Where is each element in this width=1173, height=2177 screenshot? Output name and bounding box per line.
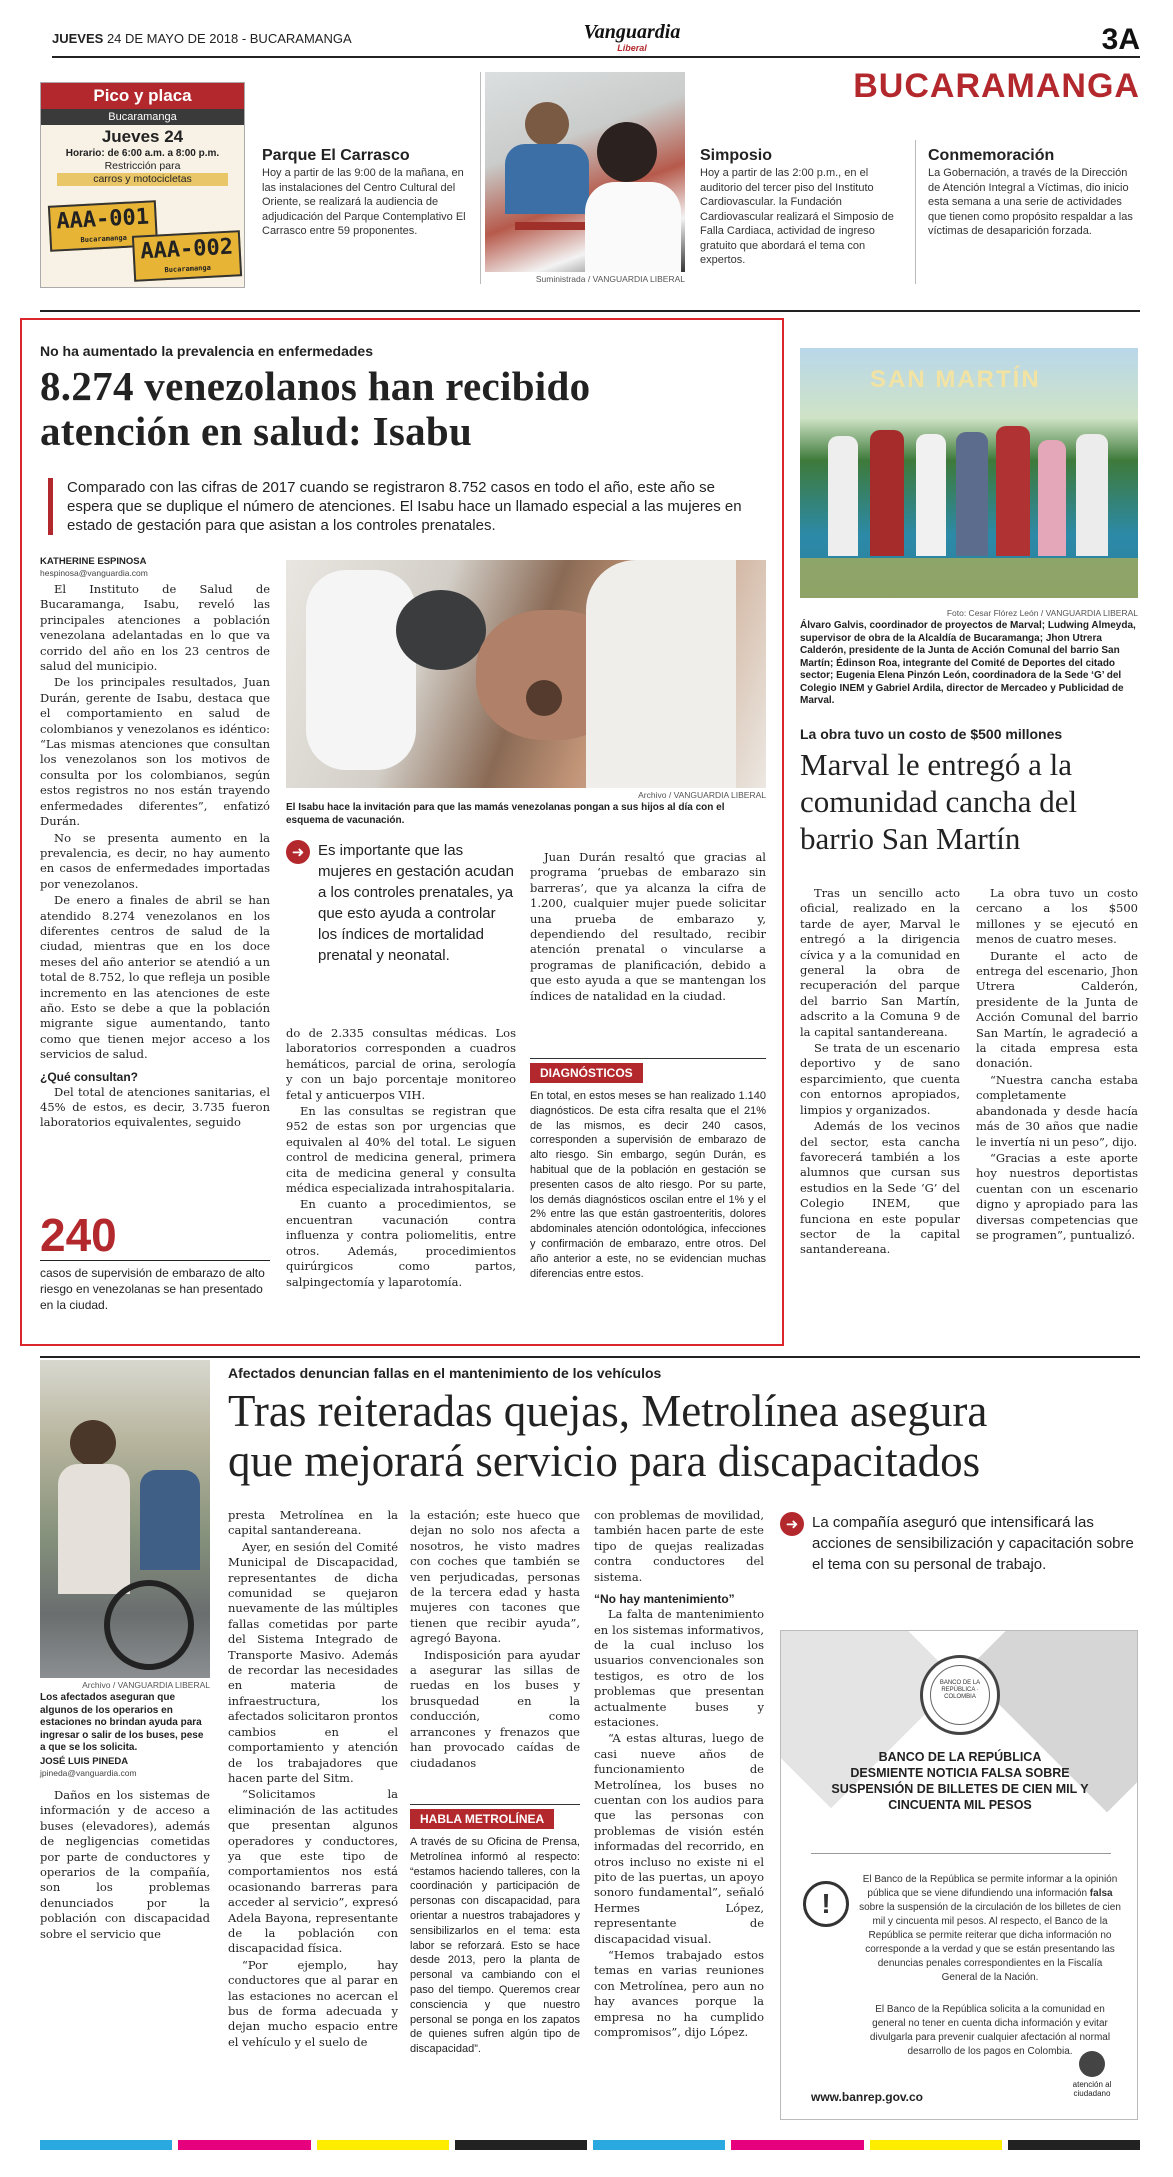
photo-detail [526, 680, 562, 716]
paragraph: Durante el acto de entrega del escenario, Jhon Utrera Calderón, presidente de la Junta de Acción Comunal del barrio San Martín, le agradeció a la citada empresa esta donación. [976, 948, 1138, 1071]
photo-san-martin-court [800, 348, 1138, 598]
metro-headline-line-2: que mejorará servicio para discapacitados [228, 1436, 981, 1486]
header-dateline: JUEVES 24 DE MAYO DE 2018 - BUCARAMANGA [52, 31, 352, 46]
photo-figure [306, 570, 416, 770]
marval-headline: Marval le entregó a la comunidad cancha del barrio San Martín [800, 747, 1078, 856]
logo-subtext: Liberal [617, 43, 647, 53]
divider [480, 72, 481, 284]
paragraph: “Nuestra cancha estaba completamente abandonada y desde hacía más de 30 años que nadie le invertía ni un peso”, dijo. [976, 1072, 1138, 1149]
habla-metrolinea-box [410, 1804, 580, 2057]
main-kicker: No ha aumentado la prevalencia en enfermedades [40, 343, 374, 359]
metro-subhead: “No hay mantenimiento” [594, 1592, 735, 1607]
color-swatch [455, 2140, 587, 2150]
header-rule [52, 56, 1140, 58]
photo-figure [396, 590, 486, 670]
photo-detail [800, 558, 1138, 598]
metro-col-1 [228, 1508, 398, 2051]
header-day: JUEVES [52, 31, 104, 46]
section-title: BUCARAMANGA [853, 67, 1140, 105]
paragraph: Se trata de un escenario deportivo y de sano esparcimiento, que cuenta con entornos apropiados, limpios y organizados. [800, 1041, 960, 1117]
photo-figure [870, 430, 904, 556]
photo-figure [70, 1420, 116, 1466]
marval-col-1 [800, 886, 960, 1259]
photo-figure [597, 122, 657, 182]
color-swatch [731, 2140, 863, 2150]
big-number-box [40, 1209, 270, 1313]
habla-metrolinea-text: A través de su Oficina de Prensa, Metrolínea informó al respecto: “estamos haciendo talleres, con la coordinación y participación de personas con discapacidad, para orientar a nuestros trabajadores y sensibilizarlos en el tema: esta labor se reforzará. Esto se hace desde 2013, pero la planta de personal va cambiando con el paso del tiempo. Queremos crear consciencia y que nuestro personal se ponga en los zapatos de quienes sufren algún tipo de discapacidad”. [410, 1836, 580, 2056]
pull-quote-text: Es importante que las mujeres en gestación acudan a los controles prenatales, ya que esto ayuda a controlar los índices de mortalidad prenatal y neonatal. [318, 842, 514, 964]
photo-figure [1076, 434, 1108, 556]
page-header [52, 20, 1140, 56]
main-headline-line-2: atención en salud: Isabu [40, 408, 473, 454]
court-sign: SAN MARTÍN [870, 366, 1041, 393]
metro-col-3 [594, 1508, 764, 2041]
metro-pull-quote [780, 1512, 1138, 1575]
photo-figure [58, 1464, 130, 1594]
main-email: hespinosa@vanguardia.com [40, 568, 148, 578]
pull-quote-text: La compañía aseguró que intensificará las acciones de sensibilización y capacitación sobre el tema con su personal de trabajo. [812, 1514, 1134, 1573]
metro-photo-credit: Archivo / VANGUARDIA LIBERAL [82, 1680, 210, 1690]
main-subhead: ¿Qué consultan? [40, 1069, 139, 1084]
brief-title: Simposio [700, 147, 773, 164]
paragraph: Ayer, en sesión del Comité Municipal de Discapacidad, representantes de dicha comunidad se quejaron nuevamente de las múltiples fallas cometidas por parte del Sistema Integrado de Transporte Masivo. Además de recordar las necesidades en materia de infraestructura, los afectados solicitaron prontos cambios en el comportamiento y atención de los trabajadores que hacen parte del Sitm. [228, 1539, 398, 1785]
paragraph: En las consultas se registran que 952 de estas son por urgencias que equivalen al 40% del total. Le siguen control de medicina general, primera cita de medicina general y consulta médica especializada intrahospitalaria. [286, 1104, 516, 1196]
main-headline-line-1: 8.274 venezolanos han recibido [40, 363, 591, 409]
pico-schedule: Horario: de 6:00 a.m. a 8:00 p.m. [65, 148, 220, 159]
photo-figure [525, 102, 569, 146]
marval-photo-credit: Foto: Cesar Flórez León / VANGUARDIA LIBERAL [946, 608, 1138, 618]
ad-paragraph-1 [859, 1873, 1121, 1985]
color-swatch [593, 2140, 725, 2150]
paragraph: Juan Durán resaltó que gracias al programa ‘pruebas de embarazo sin barreras’, que ya alcanza la cifra de 1.200, cualquier mujer puede solicitar una prueba de embarazo y, dependiendo del resultado, recibir atención prenatal o vincularse a programas de planificación, debido a que esto ayuda a que se mantengan los índices de natalidad en la ciudad. [530, 850, 766, 1003]
metro-col-0 [40, 1788, 210, 1943]
warning-icon: ! [803, 1881, 849, 1927]
arrow-right-icon: ➜ [286, 840, 310, 864]
plate-1-number: AAA-001 [55, 204, 150, 235]
marval-photo-caption: Álvaro Galvis, coordinador de proyectos de Marval; Ludwing Almeyda, supervisor de obra de la Alcaldía de Bucaramanga; Jhon Utrera Calderón, presidente de la Junta de Acción Comunal del barrio San Martín; Édinson Roa, integrante del Comité de Deportes del citado sector; Eugenia Elena Pinzón León, coordinadora de la Sede ‘G’ del Colegio INEM y Gabriel Ardila, director de Mercadeo y Publicidad de Marval. [800, 620, 1136, 706]
ad-text: El Banco de la República se permite informar a la opinión pública que se viene difundiendo una información [862, 1874, 1118, 1899]
color-swatch [40, 2140, 172, 2150]
header-city: BUCARAMANGA [249, 31, 352, 46]
brief-text: Hoy a partir de las 9:00 de la mañana, en las instalaciones del Centro Cultural del Oriente, se realizará la audiencia de adjudicación del Parque Contemplativo El Carrasco entre 59 proponentes. [262, 167, 466, 237]
paragraph: “Por ejemplo, hay conductores que al parar en las estaciones no acercan el bus de forma adecuada y dejan mucho espacio entre el vehículo y el suelo de [228, 1957, 398, 2049]
banrep-ad [780, 1630, 1138, 2120]
paragraph: El Instituto de Salud de Bucaramanga, Isabu, reveló las principales atenciones a población venezolana adelantadas en lo que va corrido del año en los 23 centros de salud del municipio. [40, 582, 270, 674]
paragraph: con problemas de movilidad, también hacen parte de este tipo de quejas realizadas contra conductores del sistema. [594, 1508, 764, 1584]
ad-text-bold: falsa [1089, 1888, 1113, 1899]
paragraph: la estación; este hueco que dejan no solo nos afecta a nosotros, he visto madres con coches que también se ven perjudicadas, personas de la tercera edad y hasta mujeres con tacones que tienen que recibir ayuda”, agregó Bayona. [410, 1508, 580, 1646]
photo-detail [515, 222, 585, 230]
paragraph: No se presenta aumento en la prevalencia, es decir, no hay aumento en casos de enfermedades importadas por venezolanos. [40, 830, 270, 891]
paragraph: Además de los vecinos del sector, esta cancha favorecerá también a los alumnos que cursan sus estudios en la Sede ‘G’ del Colegio INEM, que funciona en este popular sector de la capital santandereana. [800, 1119, 960, 1257]
marval-kicker: La obra tuvo un costo de $500 millones [800, 726, 1063, 742]
pico-restriction: Restricción para [104, 160, 181, 172]
metro-email: jpineda@vanguardia.com [40, 1768, 137, 1778]
arrow-right-icon: ➜ [780, 1512, 804, 1536]
page-number: 3A [1101, 23, 1140, 56]
main-headline [40, 364, 770, 454]
metro-author: JOSÉ LUIS PINEDA [40, 1756, 129, 1767]
color-registration-bar [40, 2140, 1140, 2150]
pico-y-placa-box [40, 82, 245, 288]
badge-line: atención al [1072, 2080, 1112, 2089]
paragraph: “Solicitamos la eliminación de las actitudes que presentan algunos operadores y conductores, ya que este tipo de comportamientos nos está ocasionando barreras para acceder al servicio”, expresó Adela Bayona, representante de la población con discapacidad física. [228, 1787, 398, 1956]
paragraph: Tras un sencillo acto oficial, realizado en la tarde de ayer, Marval le entregó a la dirigencia cívica y a la comunidad en general la obra de recuperación del parque del barrio San Martín, adscrito a la Comuna 9 de la capital santandereana. [800, 886, 960, 1039]
metro-col-2 [410, 1508, 580, 1772]
big-number: 240 [40, 1212, 270, 1261]
plate-2-city: Bucaramanga [164, 263, 212, 275]
badge-line: ciudadano [1073, 2089, 1111, 2098]
color-swatch [870, 2140, 1002, 2150]
ad-url[interactable]: www.banrep.gov.co [811, 2090, 924, 2104]
photo-figure [828, 436, 858, 556]
paragraph: De enero a finales de abril se han atendido 8.274 venezolanos en los diferentes centros de salud de la ciudad, mientras que en los doce meses del año anterior se atendió a un total de 8.752, lo que refleja un posible incremento en las atenciones de este año. Esto se debe a que la población migrante sigue aumentando, tanto como que tienen mejor acceso a los servicios de salud. [40, 893, 270, 1062]
paragraph: En cuanto a procedimientos, se encuentran vacunación contra influenza y contra poliomelitis, entre otros. Además, procedimientos quirúrgicos como partos, salpingectomía y laparotomía. [286, 1197, 516, 1289]
photo-vaccination [286, 560, 766, 788]
bank-seal-text: BANCO DE LA REPÚBLICA · COLOMBIA [930, 1665, 990, 1725]
paragraph: “Gracias a este aporte hoy nuestros deportistas cuentan con un escenario digno y apropiado para las diversas competencias que se programen”, puntualizó. [976, 1150, 1138, 1242]
brief-title: Parque El Carrasco [262, 147, 410, 164]
plate-2-number: AAA-002 [139, 234, 234, 265]
divider [915, 140, 916, 284]
ad-paragraph-2: El Banco de la República solicita a la comunidad en general no tener en cuenta dicha información y evitar divulgarla para prevenir cualquier afectación al normal desarrollo de los pagos en Colombia. [869, 2004, 1111, 2057]
photo-wheelchair-station [40, 1360, 210, 1678]
brief-simposio [700, 146, 910, 268]
bank-seal [920, 1655, 1000, 1735]
paragraph: presta Metrolínea en la capital santandereana. [228, 1508, 398, 1538]
ad-title [791, 1749, 1129, 1813]
section-rule [40, 310, 1140, 312]
paragraph: do de 2.335 consultas médicas. Los laboratorios corresponden a cuadros hemáticos, parcial de orina, serología y con un bajo porcentaje monitoreo fetal y anticuerpos VIH. [286, 1026, 516, 1102]
photo-medical-consultation [485, 72, 685, 272]
ad-text: sobre la suspensión de la circulación de los billetes de cien mil y cincuenta mil pesos. Al respecto, el Banco de la República se permite reiterar que dicha información no corresponde a la verdad y que se están presentando las denuncias penales correspondientes en la Fiscalía General de la Nación. [859, 1902, 1121, 1983]
pico-vehicles: carros y motocicletas [57, 173, 228, 186]
photo-figure [586, 560, 736, 788]
brief-text: Hoy a partir de las 2:00 p.m., en el auditorio del tercer piso del Instituto Cardiovascular. la Fundación Cardiovascular realizará el Simposio de Falla Cardiaca, actividad de ingreso gratuito que abordará el tema con expertos. [700, 167, 894, 266]
brief-parque-carrasco [262, 146, 472, 239]
main-col-2 [286, 1026, 516, 1291]
metro-photo-caption: Los afectados aseguran que algunos de los operarios en estaciones no brindan ayuda para ingresar o salir de los buses, pese a que se los solicita. [40, 1692, 204, 1753]
color-swatch [178, 2140, 310, 2150]
ad-title-line: DESMIENTE NOTICIA FALSA SOBRE [850, 1766, 1070, 1780]
ad-title-line: BANCO DE LA REPÚBLICA [878, 1750, 1042, 1764]
paragraph: La falta de mantenimiento en los sistemas informativos, de la cual incluso los usuarios convencionales son testigos, es otro de los problemas que presentan actualmente buses y estaciones. [594, 1607, 764, 1729]
main-pull-quote [286, 840, 516, 966]
diagnosticos-text: En total, en estos meses se han realizado 1.140 diagnósticos. De esta cifra resalta que el 21% de las mismos, es decir 240 casos, corresponden a supervisión de embarazo de alto riesgo. Sin embargo, según Durán, es habitual que de la población en gestación se presenten casos de alto riesgo. Por su parte, los demás diagnósticos oscilan entre el 1% y el 2% entre las que están gastroenteritis, dolores abdominales atención odontológica, infecciones y confirmación de embarazo, entre otros. Del año anterior a este, no se evidencian muchas diferencias entre estos. [530, 1090, 766, 1280]
metro-headline [228, 1386, 1138, 1486]
paragraph: Indisposición para ayudar a asegurar las sillas de ruedas en los buses y brusquedad en la conducción, como arrancones y frenazos que han provocado caídas de ciudadanos [410, 1647, 580, 1770]
diagnosticos-label: DIAGNÓSTICOS [530, 1063, 643, 1083]
main-lead-text: Comparado con las cifras de 2017 cuando se registraron 8.752 casos en todo el año, este año se espera que se duplique el número de atenciones. El Isabu hace un llamado especial a las mujeres en estado de gestación para que asistan a los controles prenatales. [67, 479, 742, 534]
pico-day: Jueves 24 [101, 127, 184, 146]
header-date: 24 DE MAYO DE 2018 [106, 31, 239, 46]
citizen-service-badge [1057, 2051, 1127, 2098]
color-swatch [1008, 2140, 1140, 2150]
photo-figure [956, 432, 988, 556]
paragraph: De los principales resultados, Juan Durán, gerente de Isabu, destaca que el comportamiento en salud de colombianos y venezolanos es idéntico: “Las mismas atenciones que consultan los venezolanos son los motivos de consulta por los colombianos, según estos registros no nos están trayendo enfermedades diferentes”, enfatizó Durán. [40, 675, 270, 829]
metro-headline-line-1: Tras reiteradas quejas, Metrolínea asegura [228, 1386, 988, 1436]
marval-col-2 [976, 886, 1138, 1244]
paragraph: “Hemos trabajado estos temas en varias reuniones con Metrolínea, pero aun no hay avances porque la empresa no ha cumplido compromisos”, dijo López. [594, 1948, 764, 2040]
section-rule [40, 1356, 1140, 1358]
masthead-logo [552, 22, 712, 54]
main-photo-credit: Archivo / VANGUARDIA LIBERAL [638, 790, 766, 800]
citizen-service-icon [1079, 2051, 1105, 2077]
paragraph: Del total de atenciones sanitarias, el 45% de estos, es decir, 3.735 fueron laboratorios equivalentes, seguido [40, 1084, 270, 1130]
paragraph: Daños en los sistemas de información y de acceso a buses (elevadores), además de negligencias cometidas por parte de conductores y operarios de la compañía, son los problemas denunciados por la población con discapacidad sobre el servicio que [40, 1788, 210, 1941]
habla-metrolinea-label: HABLA METROLÍNEA [410, 1809, 554, 1829]
logo-text: Vanguardia [583, 21, 681, 43]
photo-figure [140, 1470, 200, 1570]
color-swatch [317, 2140, 449, 2150]
ad-divider [811, 1853, 1111, 1854]
main-col-3 [530, 850, 766, 1005]
plate-2 [132, 230, 242, 282]
main-col-1 [40, 582, 270, 1132]
diagnosticos-box [530, 1058, 766, 1281]
paragraph: La obra tuvo un costo cercano a los $500 millones y se ejecutó en menos de cuatro meses. [976, 886, 1138, 947]
photo-figure [916, 434, 946, 556]
ad-title-line: CINCUENTA MIL PESOS [888, 1798, 1032, 1812]
paragraph: “A estas alturas, luego de casi nueve años de funcionamiento de Metrolínea, los buses no cuentan con los audios para que las personas con problemas de visión estén informadas del recorrido, en otros incluso no existe ni el pito de las puertas, un apoyo sonoro fundamental”, señaló Hermes López, representante de discapacidad visual. [594, 1731, 764, 1946]
brief-title: Conmemoración [928, 147, 1055, 164]
photo-figure [585, 182, 681, 272]
big-number-text: casos de supervisión de embarazo de alto riesgo en venezolanas se han presentado en la ciudad. [40, 1266, 265, 1312]
brief-conmemoracion [928, 146, 1138, 239]
photo-figure [1038, 440, 1066, 556]
photo-figure [505, 144, 589, 214]
ad-title-line: SUSPENSIÓN DE BILLETES DE CIEN MIL Y [831, 1782, 1089, 1796]
plate-1-city: Bucaramanga [80, 233, 128, 245]
photo-figure [996, 426, 1030, 556]
pico-title: Pico y placa [41, 83, 244, 109]
metro-kicker: Afectados denuncian fallas en el mantenimiento de los vehículos [228, 1365, 662, 1381]
top-photo-credit: Suministrada / VANGUARDIA LIBERAL [535, 274, 685, 284]
photo-wheelchair [104, 1580, 194, 1670]
pico-subtitle: Bucaramanga [41, 109, 244, 125]
main-author: KATHERINE ESPINOSA [40, 556, 147, 567]
main-photo-caption: El Isabu hace la invitación para que las mamás venezolanas pongan a sus hijos al día con el esquema de vacunación. [286, 802, 725, 826]
brief-text: La Gobernación, a través de la Dirección de Atención Integral a Víctimas, dio inicio esta semana a una serie de actividades que tienen como propósito respaldar a las víctimas de desaparición forzada. [928, 167, 1133, 237]
main-lead [48, 478, 760, 535]
